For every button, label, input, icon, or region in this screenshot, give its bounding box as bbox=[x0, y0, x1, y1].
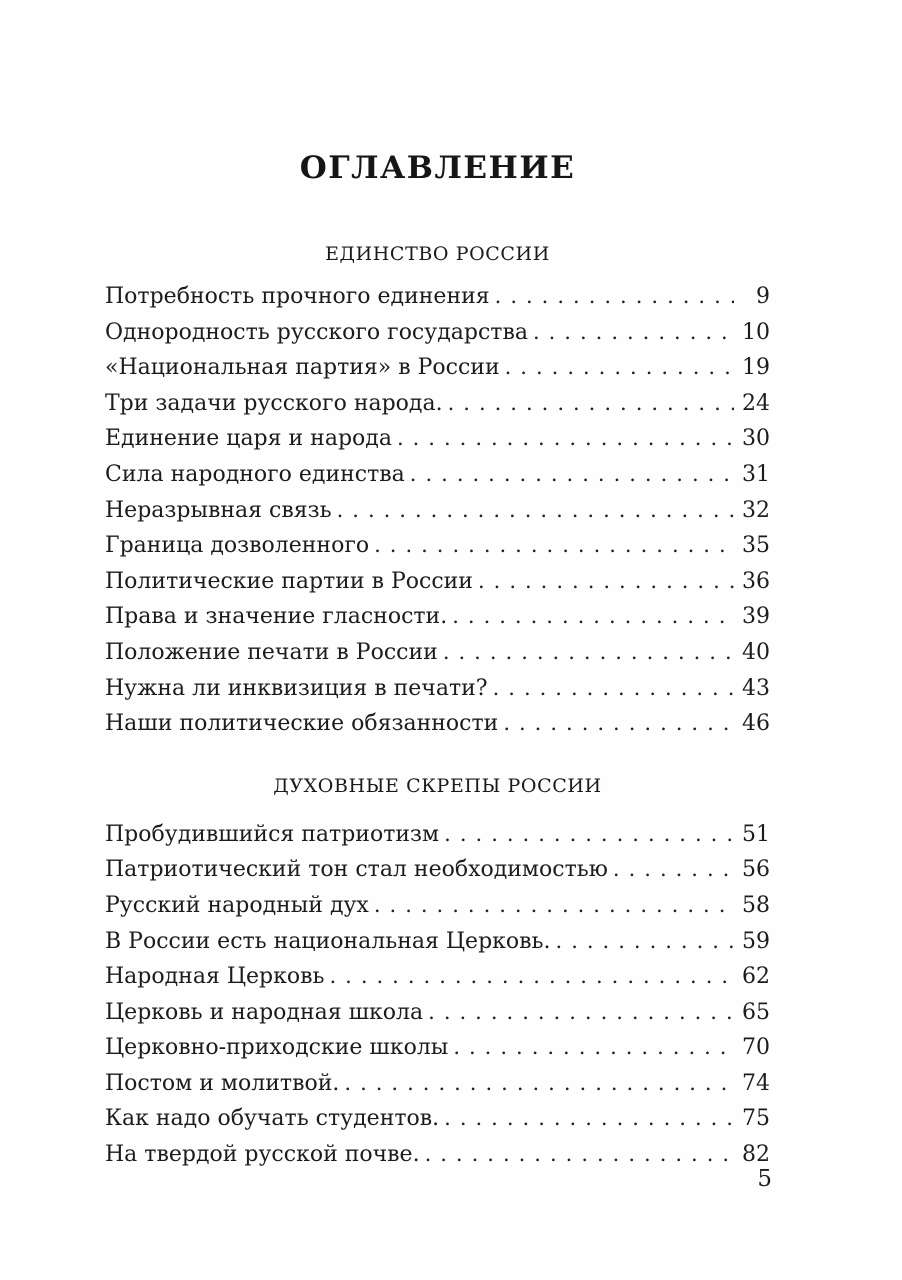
toc-entry-title: Три задачи русского народа. bbox=[105, 390, 443, 416]
toc-entry-title: Пробудившийся патриотизм bbox=[105, 821, 440, 847]
toc-entry-title: Патриотический тон стал необходимостью bbox=[105, 857, 608, 883]
toc-entry-title: Права и значение гласности. bbox=[105, 604, 448, 630]
toc-entry-page: 10 bbox=[742, 319, 770, 345]
leader-dots bbox=[478, 564, 734, 600]
toc-entry-page: 65 bbox=[742, 999, 770, 1025]
toc-entry-title: Церковь и народная школа bbox=[105, 999, 424, 1025]
toc-entry bbox=[105, 564, 770, 600]
toc-entry bbox=[105, 1066, 770, 1102]
leader-dots bbox=[444, 817, 734, 853]
leader-dots bbox=[453, 1030, 734, 1066]
toc-entry-title: Политические партии в России bbox=[105, 568, 473, 594]
toc-entry bbox=[105, 493, 770, 529]
toc-entry-page: 30 bbox=[742, 426, 770, 452]
toc-entry-page: 19 bbox=[742, 355, 770, 381]
toc-entry-title: «Национальная партия» в России bbox=[105, 355, 500, 381]
leader-dots bbox=[493, 671, 734, 707]
toc-entry-title: Положение печати в России bbox=[105, 639, 438, 665]
toc-section-spiritual-bonds bbox=[105, 775, 770, 1173]
toc-entry bbox=[105, 421, 770, 457]
toc-entry-page: 58 bbox=[742, 892, 770, 918]
section-heading: ЕДИНСТВО РОССИИ bbox=[325, 243, 550, 265]
toc-entry bbox=[105, 528, 770, 564]
toc-entry-list bbox=[105, 279, 770, 742]
toc-entry bbox=[105, 1137, 770, 1173]
toc-entry bbox=[105, 706, 770, 742]
folio-page-number: 5 bbox=[757, 1166, 772, 1192]
toc-entry bbox=[105, 959, 770, 995]
toc-entry bbox=[105, 350, 770, 386]
toc-entry-page: 32 bbox=[742, 497, 770, 523]
toc-entry-title: Народная Церковь bbox=[105, 964, 325, 990]
toc-entry bbox=[105, 995, 770, 1031]
toc-entry-title: Граница дозволенного bbox=[105, 533, 370, 559]
toc-entry bbox=[105, 888, 770, 924]
toc-entry-page: 35 bbox=[742, 533, 770, 559]
leader-dots bbox=[556, 924, 734, 960]
toc-entry-page: 31 bbox=[742, 461, 770, 487]
leader-dots bbox=[329, 959, 734, 995]
leader-dots bbox=[344, 1066, 734, 1102]
toc-entry bbox=[105, 457, 770, 493]
toc-entry-title: Потребность прочного единения bbox=[105, 284, 490, 309]
toc-entry-page: 24 bbox=[742, 390, 770, 416]
toc-entry-page: 9 bbox=[756, 284, 770, 309]
leader-dots bbox=[448, 386, 734, 422]
toc-entry bbox=[105, 817, 770, 853]
leader-dots bbox=[425, 1137, 734, 1173]
toc-entry-page: 43 bbox=[742, 675, 770, 701]
toc-section-unity-of-russia bbox=[105, 243, 770, 742]
toc-entry bbox=[105, 1030, 770, 1066]
toc-entry-page: 75 bbox=[742, 1106, 770, 1132]
leader-dots bbox=[444, 1101, 734, 1137]
toc-entry-page: 82 bbox=[742, 1142, 770, 1168]
leader-dots bbox=[533, 315, 734, 351]
toc-entry-title: На твердой русской почве. bbox=[105, 1142, 420, 1168]
toc-entry bbox=[105, 924, 770, 960]
toc-entry bbox=[105, 279, 770, 315]
leader-dots bbox=[613, 852, 734, 888]
page-title: ОГЛАВЛЕНИЕ bbox=[299, 150, 576, 186]
toc-entry-list bbox=[105, 817, 770, 1173]
toc-entry bbox=[105, 315, 770, 351]
toc-entry-page: 70 bbox=[742, 1035, 770, 1061]
toc-entry-title: Наши политические обязанности bbox=[105, 711, 499, 737]
leader-dots bbox=[374, 528, 734, 564]
toc-entry-page: 62 bbox=[742, 964, 770, 990]
toc-entry-title: Сила народного единства bbox=[105, 461, 405, 487]
leader-dots bbox=[503, 706, 734, 742]
leader-dots bbox=[337, 493, 734, 529]
toc-entry-title: Церковно-приходские школы bbox=[105, 1035, 449, 1061]
section-heading: ДУХОВНЫЕ СКРЕПЫ РОССИИ bbox=[273, 774, 602, 797]
toc-entry-title: Однородность русского государства bbox=[105, 319, 528, 345]
toc-entry-page: 59 bbox=[742, 928, 770, 954]
leader-dots bbox=[410, 457, 734, 493]
toc-entry-title: Как надо обучать студентов. bbox=[105, 1106, 440, 1132]
leader-dots bbox=[397, 421, 734, 457]
toc-entry-title: Постом и молитвой. bbox=[105, 1070, 340, 1096]
leader-dots bbox=[374, 888, 734, 924]
toc-entry-title: Русский народный дух bbox=[105, 892, 369, 918]
toc-entry bbox=[105, 599, 770, 635]
toc-entry-page: 46 bbox=[742, 711, 770, 737]
toc-entry-title: Неразрывная связь bbox=[105, 497, 332, 523]
toc-entry-title: Нужна ли инквизиция в печати? bbox=[105, 675, 488, 701]
toc-entry-page: 74 bbox=[742, 1070, 770, 1096]
toc-entry bbox=[105, 635, 770, 671]
leader-dots bbox=[428, 995, 734, 1031]
toc-entry-title: Единение царя и народа bbox=[105, 426, 392, 452]
leader-dots bbox=[443, 635, 734, 671]
toc-entry bbox=[105, 386, 770, 422]
toc-entry bbox=[105, 671, 770, 707]
toc-entry-page: 51 bbox=[742, 821, 770, 847]
toc-entry-page: 40 bbox=[742, 639, 770, 665]
toc-entry bbox=[105, 852, 770, 888]
leader-dots bbox=[495, 279, 734, 315]
toc-entry-title: В России есть национальная Церковь. bbox=[105, 928, 551, 954]
toc-entry-page: 39 bbox=[742, 604, 770, 630]
leader-dots bbox=[505, 350, 734, 386]
toc-entry-page: 36 bbox=[742, 568, 770, 594]
leader-dots bbox=[452, 599, 734, 635]
toc-entry bbox=[105, 1101, 770, 1137]
toc-entry-page: 56 bbox=[742, 857, 770, 883]
